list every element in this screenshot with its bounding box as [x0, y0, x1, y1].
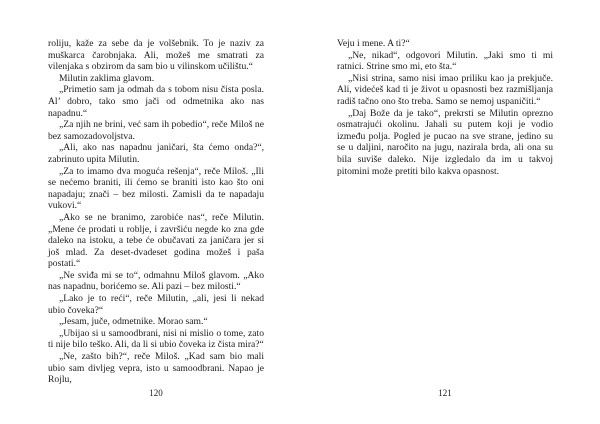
paragraph: „Ako se ne branimo, zarobiće nas“, reče Milutin. „Mene će prodati u roblje, i završiću negde ko zna gde daleko na istoku, a tebe će obučavati za janičara jer si još mlad. Za deset-dvadeset godina možeš i paša postati.“ — [48, 211, 264, 270]
paragraph: „Ne sviđa mi se to“, odmahnu Miloš glavom. „Ako nas napadnu, borićemo se. Ali pazi – bez milosti.“ — [48, 269, 264, 293]
paragraph: „Primetio sam ja odmah da s tobom nisu čista posla. Al’ dobro, tako smo jači od odmetnika ako nas napadnu.“ — [48, 84, 264, 119]
paragraph: „Za to imamo dva moguća rešenja“, reče Miloš. „Ili se nećemo braniti, ili ćemo se braniti isto kao što oni napadaju; znači – bez milosti. Zamisli da te napadaju vukovi.“ — [48, 165, 264, 212]
paragraph: „Ali, ako nas napadnu janičari, šta ćemo onda?“, zabrinuto upita Milutin. — [48, 142, 264, 165]
paragraph: Veju i mene. A ti?“ — [337, 38, 410, 49]
page-number-left: 120 — [149, 388, 163, 398]
paragraph: „Ne, zašto bih?“, reče Miloš. „Kad sam bio mali ubio sam divljeg vepra, isto u samoodbrani. Napao je Rojlu, — [48, 351, 264, 386]
right-page — [337, 38, 553, 177]
paragraph: „Ne, nikad“, odgovori Milutin. „Jaki smo ti mi ratnici. Strine smo mi, eto šta.“ — [337, 49, 553, 73]
paragraph: „Nisi strina, samo nisi imao priliku kao ja prekjuče. Ali, videćeš kad ti je život u opasnosti bez razmišljanja radiš tačno ono što treba. Samo se nemoj uspaničiti.“ — [337, 72, 553, 107]
paragraph: Milutin zaklima glavom. — [59, 72, 155, 84]
paragraph: „Lako je to reći“, reče Milutin, „ali, jesi li nekad ubio čoveka?“ — [48, 293, 264, 316]
paragraph: „Ubijao si u samoodbrani, nisi ni mislio o tome, zato ti nije bilo teško. Ali, da li si ubio čoveka iz čista mira?“ — [48, 327, 264, 351]
paragraph: „Jesam, juče, odmetnike. Morao sam.“ — [59, 316, 208, 328]
left-page — [48, 38, 264, 386]
paragraph: „Daj Bože da je tako“, prekrsti se Milutin oprezno osmatrajući okolinu. Jahali su putem koji je vodio između polja. Pogled je pucao na sve strane, jedino su se u daljini, naročito na jugu, nazirala brda, ali ona su bila suviše daleko. Nije izgledalo da im u takvoj pitomini može pretiti bilo kakva opasnost. — [337, 107, 553, 177]
paragraph: roliju, kaže za sebe da je volšebnik. To je naziv za muškarca čarobnjaka. Ali, možeš me smatrati za vilenjaka s obzirom da sam bio u vilinskom učilištu.“ — [48, 38, 264, 73]
page-number-right: 121 — [438, 388, 452, 398]
paragraph: „Za njih ne brini, već sam ih pobedio“, reče Miloš ne bez samozadovoljstva. — [48, 119, 264, 142]
